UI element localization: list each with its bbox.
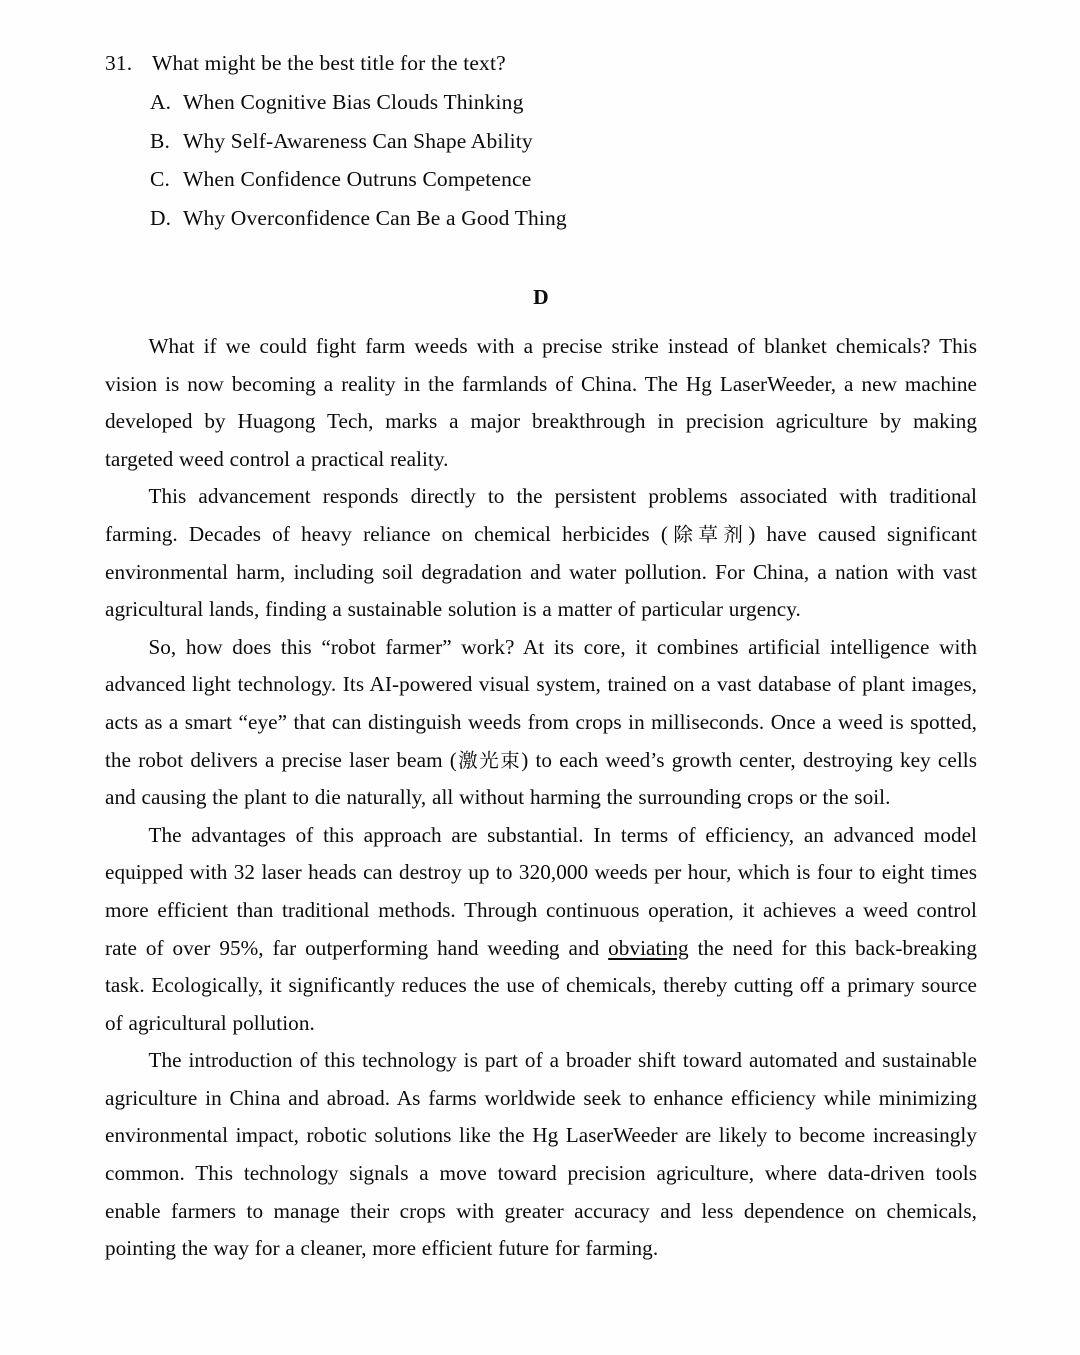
paragraph-3-part-1: So, how does this “robot farmer” work? At its core, it combines artificial intelligence with advanced light technology. Its AI-powered visual system, trained on a vast database of plant images, acts as a smart “eye” that can distinguish weeds from crops in milliseconds. Once a weed is spotted, the robot delivers a precise laser beam ( xyxy=(105,634,977,772)
reading-passage xyxy=(105,282,977,1268)
passage-paragraph-1: What if we could fight farm weeds with a precise strike instead of blanket chemicals? This vision is now becoming a reality in the farmlands of China. The Hg LaserWeeder, a new machine developed by Huagong Tech, marks a major breakthrough in precision agriculture by making targeted weed control a practical reality. xyxy=(105,334,977,471)
underlined-word-obviating: obviating xyxy=(608,935,689,960)
question-stem xyxy=(105,44,980,82)
option-a[interactable] xyxy=(105,83,980,122)
option-d[interactable] xyxy=(105,199,980,238)
question-text: What might be the best title for the text? xyxy=(152,51,506,75)
question-block xyxy=(105,44,980,237)
gloss-laser-beam-chinese: 激光束 xyxy=(456,748,522,772)
option-c-letter: C. xyxy=(150,167,171,191)
option-b-text: Why Self-Awareness Can Shape Ability xyxy=(183,128,533,153)
answer-options xyxy=(105,83,980,237)
passage-paragraph-4 xyxy=(105,817,977,1043)
option-b-letter: B. xyxy=(150,128,171,153)
option-a-letter: A. xyxy=(150,90,172,114)
paragraph-4-part-1: The advantages of this approach are substantial. In terms of efficiency, an advanced model equipped with 32 laser heads can destroy up to 320,000 weeds per hour, which is four to eight times more efficient than traditional methods. Through continuous operation, it achieves a weed control rate of over 95%, far outperforming hand weeding and xyxy=(105,822,977,960)
option-d-text: Why Overconfidence Can Be a Good Thing xyxy=(183,205,567,230)
passage-paragraph-2 xyxy=(105,478,977,628)
option-d-letter: D. xyxy=(150,205,172,230)
gloss-herbicide-chinese: 除草剂 xyxy=(667,522,749,546)
passage-section-label: D xyxy=(533,285,549,309)
passage-paragraph-3 xyxy=(105,629,977,817)
paragraph-2-part-1: This advancement responds directly to the persistent problems associated with traditional farming. Decades of heavy reliance on chemical herbicides ( xyxy=(105,484,977,546)
paragraph-4-part-2: the need for this back-breaking task. Ecologically, it significantly reduces the use of chemicals, thereby cutting off a primary source of agricultural pollution. xyxy=(105,935,977,1035)
option-b[interactable] xyxy=(105,122,980,161)
option-c-text: When Confidence Outruns Competence xyxy=(183,167,532,191)
option-a-text: When Cognitive Bias Clouds Thinking xyxy=(183,90,524,114)
passage-paragraph-5: The introduction of this technology is part of a broader shift toward automated and sustainable agriculture in China and abroad. As farms worldwide seek to enhance efficiency while minimizing environmental impact, robotic solutions like the Hg LaserWeeder are likely to become increasingly common. This technology signals a move toward precision agriculture, where data-driven tools enable farmers to manage their crops with greater accuracy and less dependence on chemicals, pointing the way for a cleaner, more efficient future for farming. xyxy=(105,1048,977,1261)
paragraph-3-part-2: ) to each weed’s growth center, destroying key cells and causing the plant to die naturally, all without harming the surrounding crops or the soil. xyxy=(105,747,977,810)
question-number: 31. xyxy=(105,51,133,75)
paragraph-2-part-2: ) have caused significant environmental harm, including soil degradation and water pollution. For China, a nation with vast agricultural lands, finding a sustainable solution is a matter of particular urgency. xyxy=(105,521,977,622)
option-c[interactable] xyxy=(105,160,980,199)
